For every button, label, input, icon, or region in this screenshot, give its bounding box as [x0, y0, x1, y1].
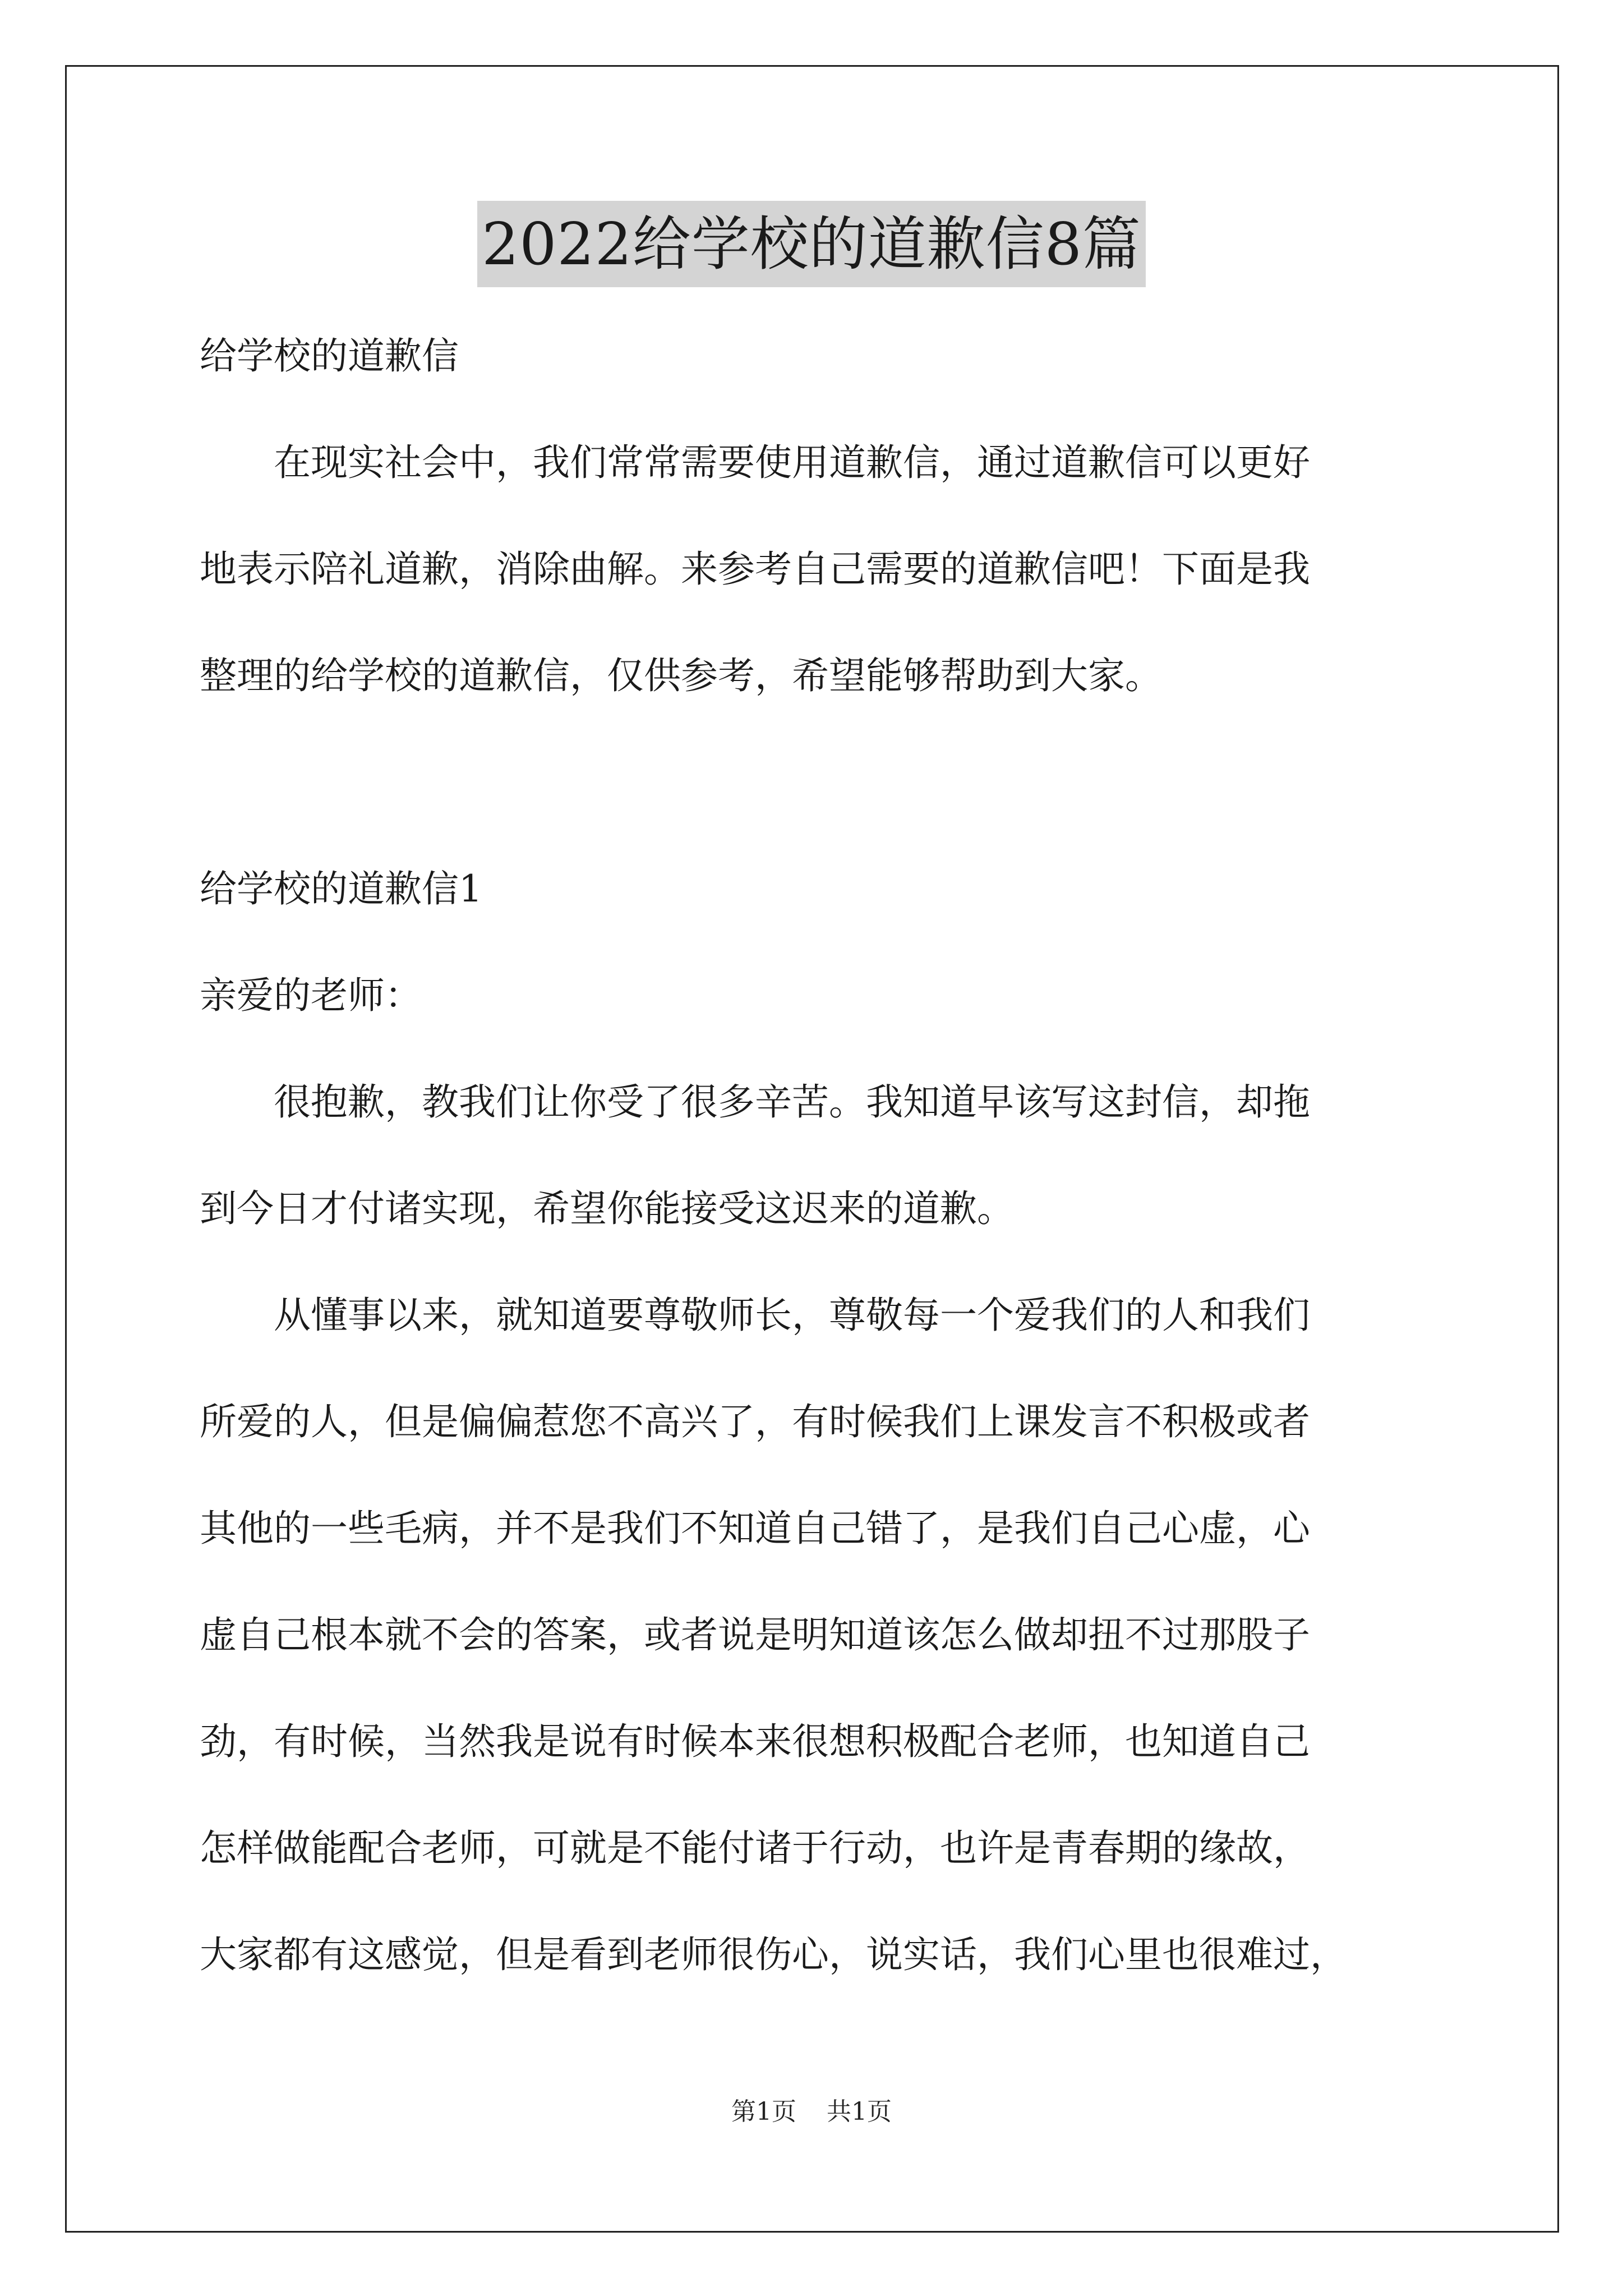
paragraph-line: 虚自己根本就不会的答案，或者说是明知道该怎么做却扭不过那股子 [200, 1613, 1310, 1657]
paragraph-line: 劲，有时候，当然我是说有时候本来很想积极配合老师，也知道自己 [200, 1720, 1310, 1763]
paragraph-line: 其他的一些毛病，并不是我们不知道自己错了，是我们自己心虚，心 [200, 1507, 1310, 1550]
paragraph-line: 整理的给学校的道歉信，仅供参考，希望能够帮助到大家。 [200, 654, 1162, 697]
section-heading: 给学校的道歉信 [200, 334, 459, 378]
paragraph-line: 大家都有这感觉，但是看到老师很伤心，说实话，我们心里也很难过， [200, 1933, 1347, 1976]
paragraph-line: 地表示陪礼道歉，消除曲解。来参考自己需要的道歉信吧！下面是我 [200, 547, 1310, 591]
paragraph-line: 在现实社会中，我们常常需要使用道歉信，通过道歉信可以更好 [200, 441, 1310, 484]
paragraph-line: 到今日才付诸实现，希望你能接受这迟来的道歉。 [200, 1187, 1014, 1230]
paragraph-line: 所爱的人，但是偏偏惹您不高兴了，有时候我们上课发言不积极或者 [200, 1400, 1310, 1443]
paragraph-line: 很抱歉，教我们让你受了很多辛苦。我知道早该写这封信，却拖 [200, 1080, 1310, 1124]
page-number-current: 第1页 [731, 2097, 796, 2126]
letter-heading: 给学校的道歉信1 [200, 867, 482, 910]
title-container [0, 201, 1623, 287]
document-body [200, 303, 1433, 2008]
paragraph-line: 从懂事以来，就知道要尊敬师长，尊敬每一个爱我们的人和我们 [200, 1294, 1310, 1337]
document-title: 2022给学校的道歉信8篇 [477, 201, 1146, 287]
salutation: 亲爱的老师： [200, 974, 422, 1017]
page-footer [0, 2095, 1623, 2129]
paragraph-line: 怎样做能配合老师，可就是不能付诸于行动，也许是青春期的缘故， [200, 1826, 1310, 1870]
page-number-total: 共1页 [827, 2097, 892, 2126]
blank-line [200, 729, 1433, 836]
